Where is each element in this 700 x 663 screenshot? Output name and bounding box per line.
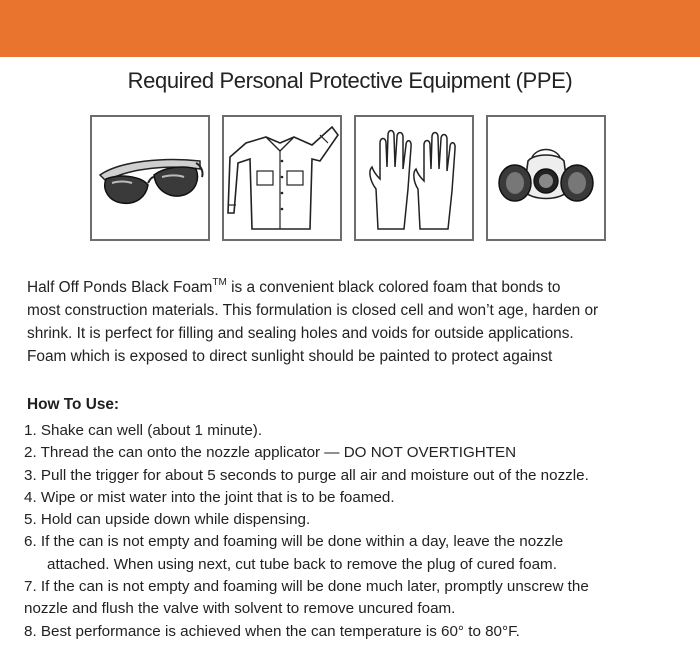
trademark-mark: TM: [212, 277, 227, 288]
step-2: 2. Thread the can onto the nozzle applicator — DO NOT OVERTIGHTEN: [24, 444, 517, 462]
step-3: 3. Pull the trigger for about 5 seconds to purge all air and moisture out of the nozzle.: [24, 466, 589, 484]
step-5: 5. Hold can upside down while dispensing.: [24, 511, 311, 529]
description-line-3: shrink. It is perfect for filling and sealing holes and voids for outside applications.: [27, 325, 574, 343]
ppe-tile-glasses: [90, 115, 210, 241]
gloves-icon: [356, 117, 472, 239]
ppe-tile-shirt: [222, 115, 342, 241]
ppe-title: Required Personal Protective Equipment (PPE): [127, 68, 573, 93]
step-6-continued: attached. When using next, cut tube back to remove the plug of cured foam.: [47, 555, 557, 573]
safety-glasses-icon: [92, 117, 208, 239]
how-to-heading: How To Use:: [27, 396, 120, 413]
header-bar: [0, 0, 700, 57]
ppe-tile-gloves: [354, 115, 474, 241]
description-line-2: most construction materials. This formulation is closed cell and won’t age, harden or: [27, 302, 599, 320]
brand-name: Half Off Ponds Black Foam: [27, 279, 213, 297]
respirator-icon: [488, 117, 604, 239]
ppe-icon-row: [90, 115, 610, 243]
description-line-1: Half Off Ponds Black Foam™ is a convenient black colored foam that bonds to: [27, 277, 561, 297]
step-6: 6. If the can is not empty and foaming will be done within a day, leave the nozzle: [24, 533, 564, 551]
step-7-continued: nozzle and flush the valve with solvent to remove uncured foam.: [24, 600, 456, 618]
step-7: 7. If the can is not empty and foaming will be done much later, promptly unscrew the: [24, 578, 589, 596]
step-8: 8. Best performance is achieved when the can temperature is 60° to 80°F.: [24, 622, 520, 640]
step-1: 1. Shake can well (about 1 minute).: [24, 422, 263, 439]
product-description: [27, 272, 677, 368]
how-to-steps: [24, 420, 684, 643]
step-4: 4. Wipe or mist water into the joint that is to be foamed.: [24, 488, 395, 506]
ppe-tile-respirator: [486, 115, 606, 241]
description-line-4: Foam which is exposed to direct sunlight should be painted to protect against: [27, 348, 553, 366]
long-sleeve-shirt-icon: [224, 117, 340, 239]
